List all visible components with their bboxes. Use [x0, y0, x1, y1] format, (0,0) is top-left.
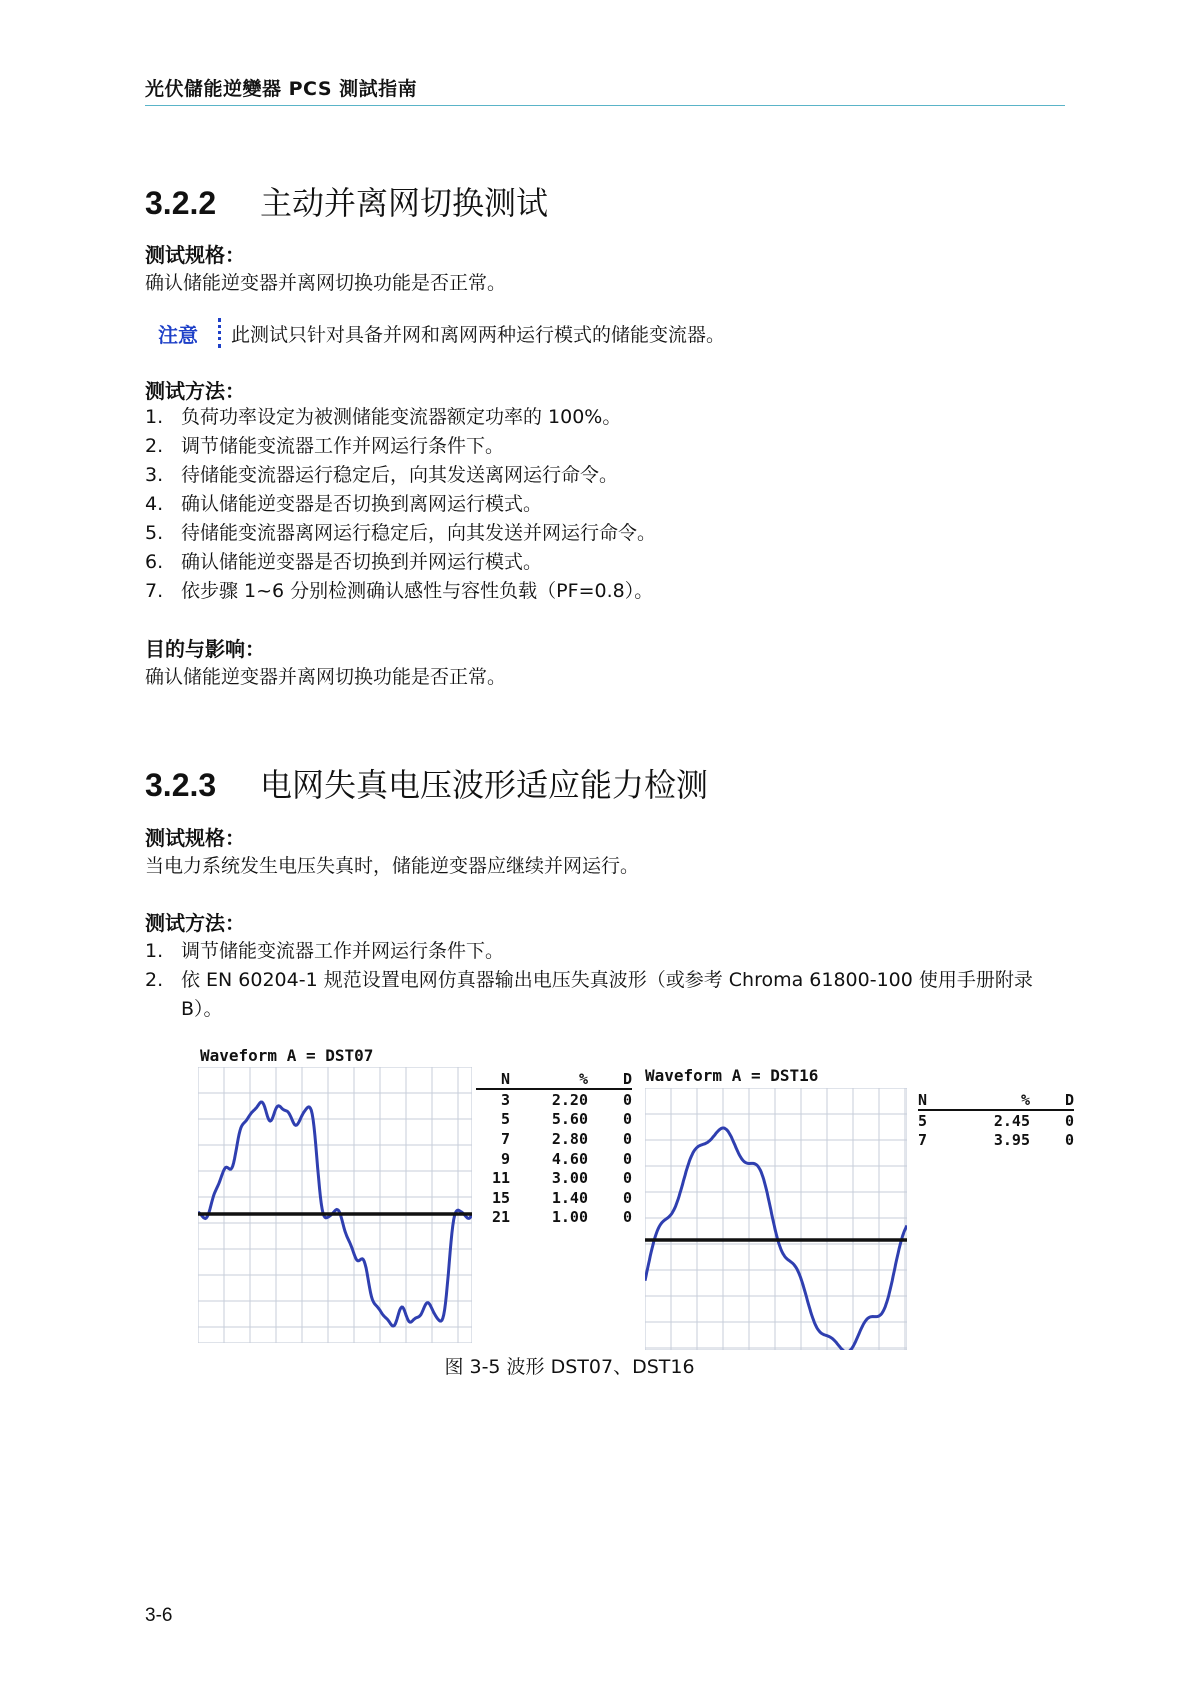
column-header: D	[1030, 1091, 1074, 1110]
waveform-title-dst07: Waveform A = DST07	[200, 1046, 374, 1065]
list-item: 1. 调节储能变流器工作并网运行条件下。	[145, 940, 505, 962]
waveform-plot-dst16	[645, 1088, 907, 1350]
plot-frame	[198, 1067, 472, 1343]
table-row: 5 2.45 0	[918, 1111, 1074, 1130]
list-item: 7. 依步骤 1~6 分别检测确认感性与容性负载（PF=0.8）。	[145, 580, 654, 602]
section-title-3-2-2	[145, 178, 548, 224]
list-item: 4. 确认储能逆变器是否切换到离网运行模式。	[145, 493, 543, 515]
column-header: %	[510, 1070, 588, 1089]
spec-label: 测试规格：	[145, 243, 245, 267]
figure-caption: 图 3-5 波形 DST07、DST16	[444, 1356, 695, 1378]
column-header: N	[476, 1070, 510, 1089]
table-row: 3 2.20 0	[500, 1090, 632, 1109]
running-header: 光伏儲能逆變器 PCS 測試指南	[145, 78, 418, 100]
purpose-label: 目的与影响：	[145, 637, 265, 661]
spec-text: 当电力系统发生电压失真时，储能逆变器应继续并网运行。	[145, 855, 640, 877]
method-steps	[145, 403, 656, 606]
column-header: N	[918, 1091, 952, 1110]
note-divider	[218, 318, 221, 348]
harmonics-table-dst07	[476, 1070, 632, 1227]
harmonics-table-dst16	[918, 1091, 1074, 1150]
table-row: 7 2.80 0	[500, 1129, 632, 1148]
method-label: 测试方法：	[145, 379, 245, 403]
list-item: 1. 负荷功率设定为被测储能变流器额定功率的 100%。	[145, 406, 622, 428]
table-row: 5 5.60 0	[500, 1110, 632, 1129]
table-row: 21 1.00 0	[491, 1208, 632, 1227]
header-rule	[145, 105, 1065, 106]
waveform-title-dst16: Waveform A = DST16	[645, 1066, 819, 1085]
section-title-3-2-3	[145, 760, 708, 806]
list-item: 3. 待储能变流器运行稳定后，向其发送离网运行命令。	[145, 464, 619, 486]
list-item: 6. 确认储能逆变器是否切换到并网运行模式。	[145, 551, 543, 573]
list-item: 2. 调节储能变流器工作并网运行条件下。	[145, 435, 505, 457]
table-row: 15 1.40 0	[491, 1188, 632, 1207]
table-row: 9 4.60 0	[500, 1149, 632, 1168]
waveform-plot-dst07	[198, 1067, 472, 1343]
spec-text: 确认储能逆变器并离网切换功能是否正常。	[145, 272, 507, 294]
section-heading: 主动并离网切换测试	[260, 184, 549, 222]
note-tag: 注意	[158, 322, 198, 347]
column-header: %	[952, 1091, 1030, 1110]
table-row: 11 3.00 0	[491, 1169, 632, 1188]
method-label: 测试方法：	[145, 911, 245, 935]
plot-frame	[645, 1088, 907, 1350]
note-text: 此测试只针对具备并网和离网两种运行模式的储能变流器。	[231, 323, 726, 346]
method-steps	[145, 937, 1051, 1024]
list-item: 2. 依 EN 60204-1 规范设置电网仿真器输出电压失真波形（或参考 Chroma 61800-100 使用手册附录 B）。	[145, 969, 1033, 1020]
page-number: 3-6	[145, 1605, 173, 1626]
section-number: 3.2.2	[145, 185, 217, 221]
note-box	[158, 318, 725, 348]
list-item: 5. 待储能变流器离网运行稳定后，向其发送并网运行命令。	[145, 522, 657, 544]
spec-label: 测试规格：	[145, 826, 245, 850]
table-row: 7 3.95 0	[918, 1131, 1074, 1150]
section-number: 3.2.3	[145, 767, 217, 803]
section-heading: 电网失真电压波形适应能力检测	[260, 766, 709, 804]
purpose-text: 确认储能逆变器并离网切换功能是否正常。	[145, 666, 507, 688]
column-header: D	[588, 1070, 632, 1089]
